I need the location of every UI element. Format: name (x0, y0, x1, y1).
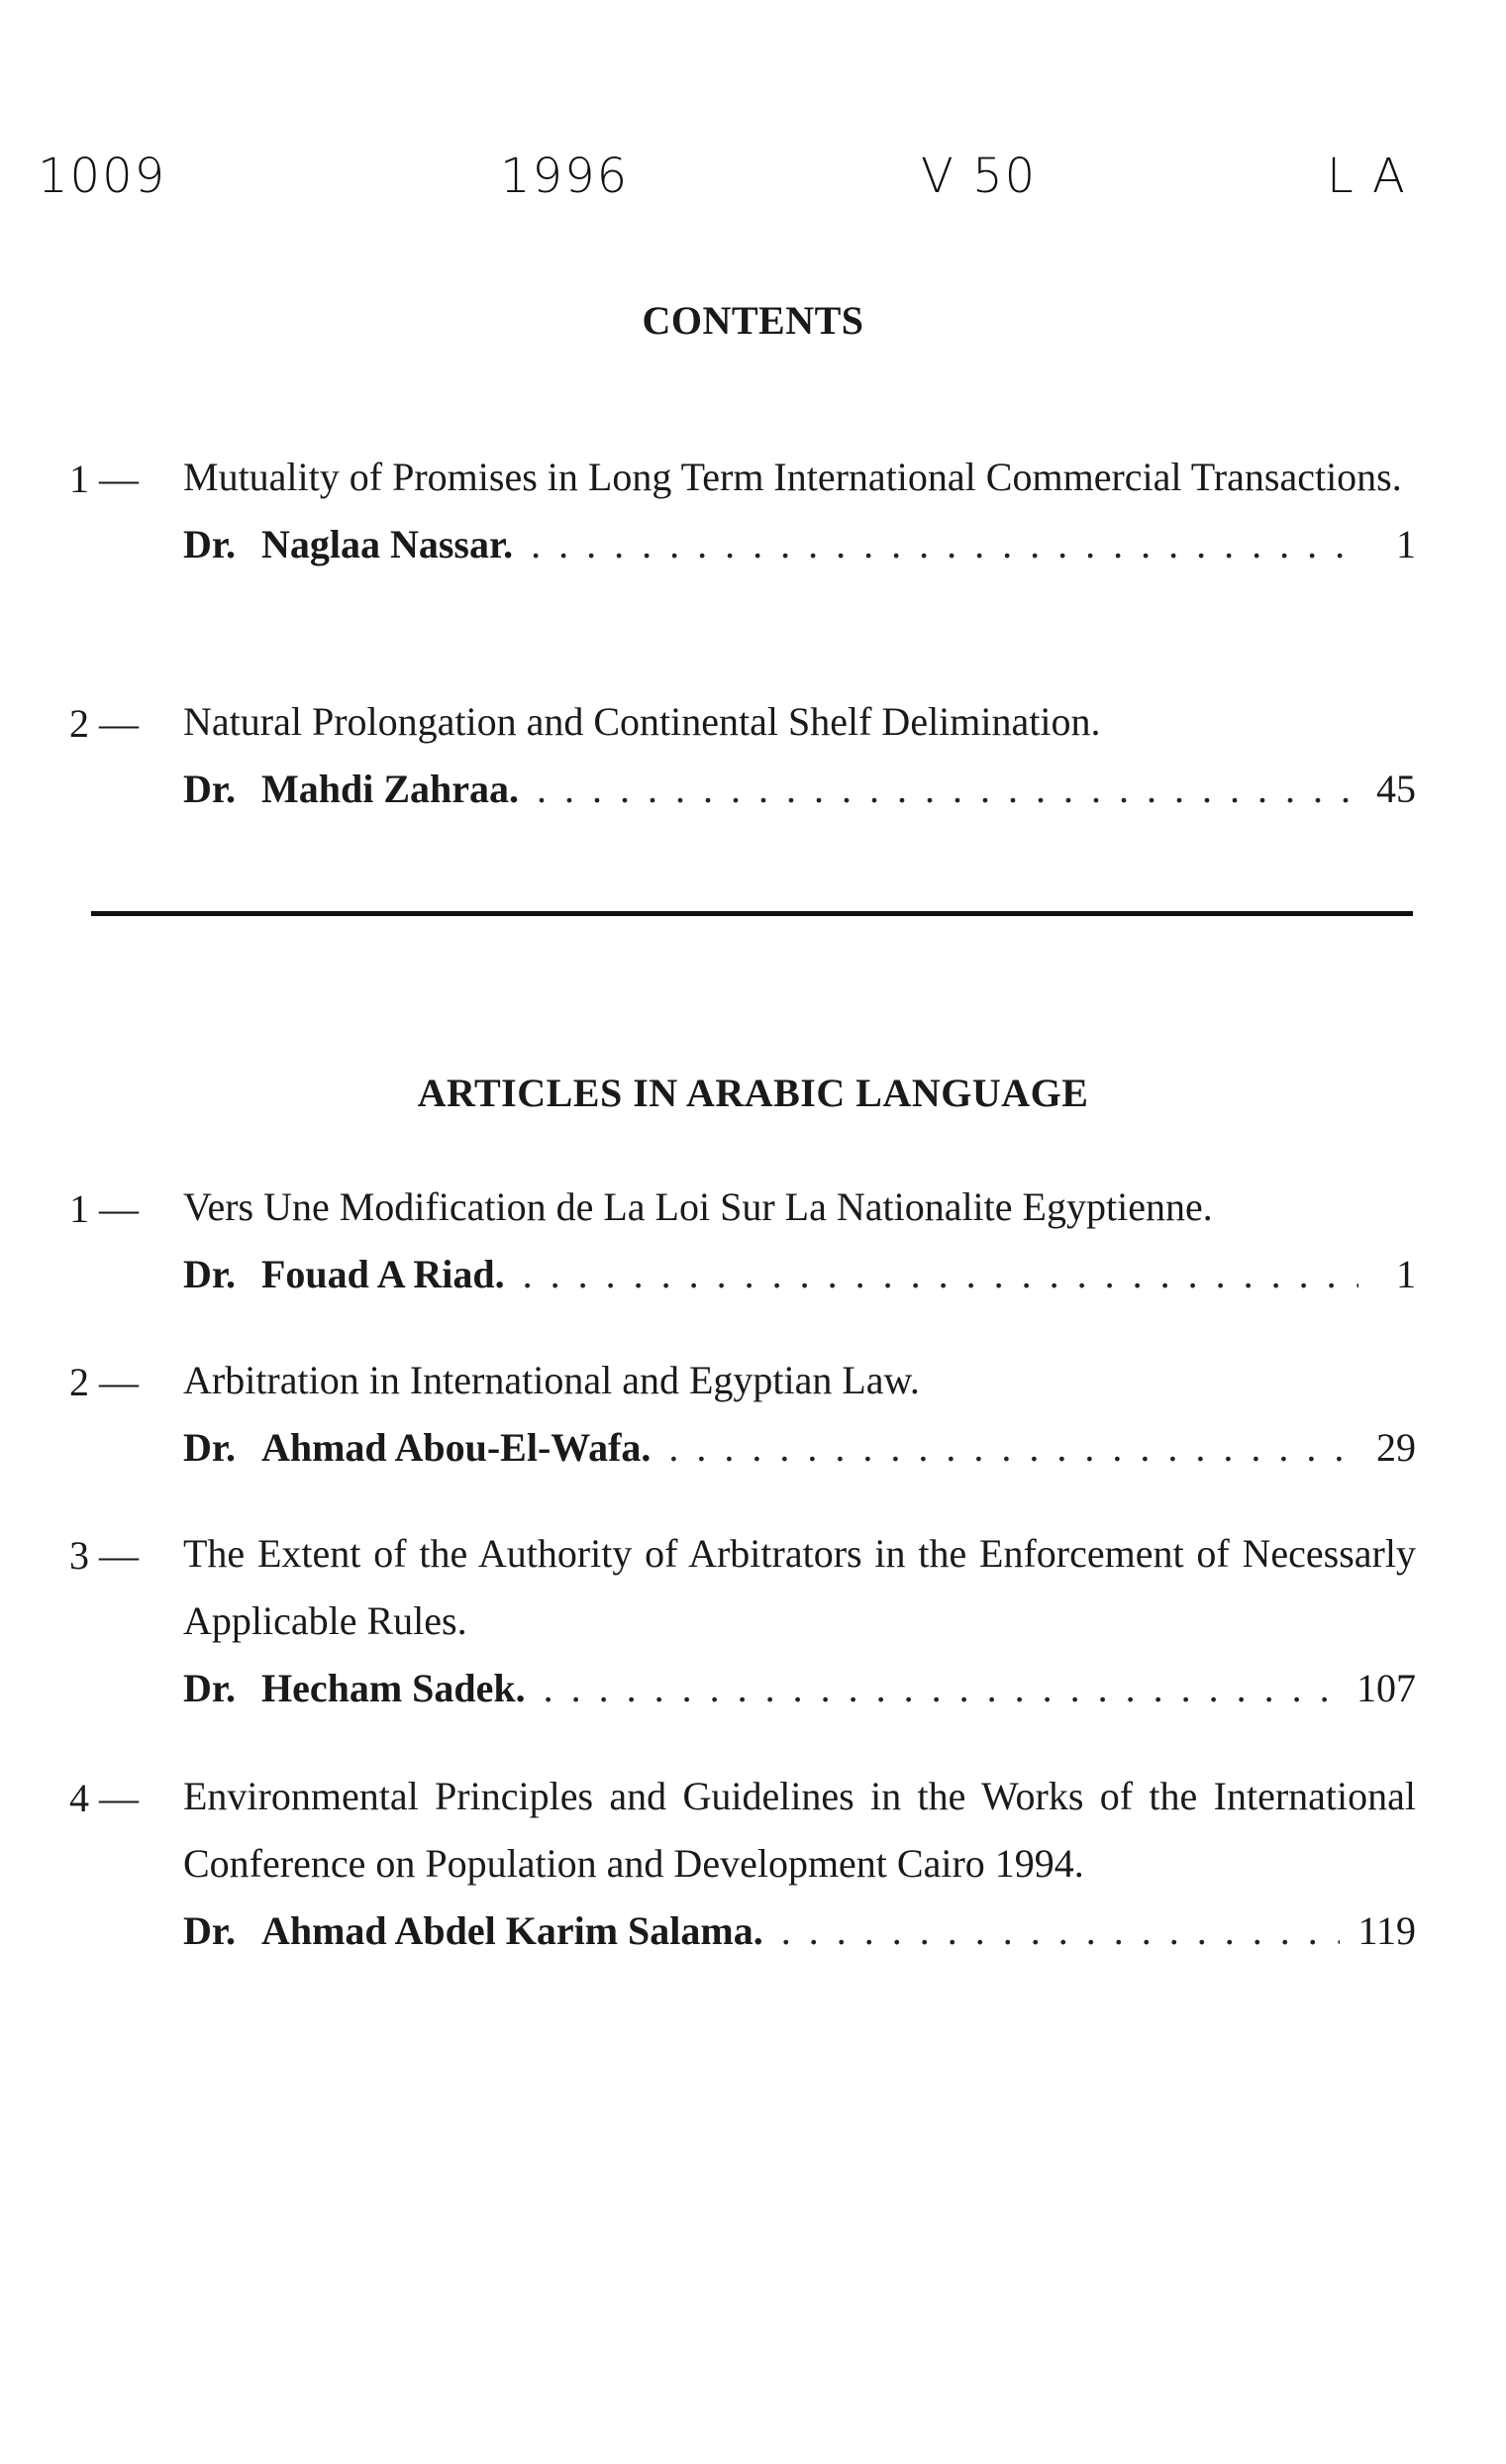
entry-title: Natural Prolongation and Continental Shelf Delimination. (183, 699, 1101, 744)
author (183, 1414, 651, 1482)
author (183, 1655, 526, 1722)
handwritten-note-4: L A (1327, 149, 1407, 204)
author-title: Dr. (183, 522, 236, 566)
arabic-section-heading: ARTICLES IN ARABIC LANGUAGE (417, 1071, 1089, 1115)
dot-leader (544, 1655, 1339, 1722)
author (183, 511, 513, 578)
page-number: 119 (1357, 1908, 1416, 1953)
page-number: 1 (1396, 522, 1416, 566)
author-line (183, 511, 1416, 578)
author-line (183, 1898, 1416, 1965)
entry-number: 1 — (69, 457, 139, 501)
entry-number: 1 — (69, 1186, 139, 1231)
arabic-entry-4 (69, 1763, 1416, 1965)
arabic-entry-3 (69, 1520, 1416, 1722)
author-title: Dr. (183, 1252, 236, 1296)
author-line (183, 756, 1416, 823)
author-name: Hecham Sadek. (260, 1666, 526, 1710)
dot-leader (531, 511, 1358, 578)
dot-leader (537, 756, 1358, 823)
arabic-entry-2 (69, 1347, 1416, 1482)
entry-title: Mutuality of Promises in Long Term International Commercial Transactions. (183, 455, 1402, 499)
section-divider (91, 911, 1413, 916)
contents-entry-1 (69, 444, 1416, 578)
author (183, 1241, 505, 1308)
handwritten-note-2: 1996 (500, 149, 630, 204)
entry-number: 4 — (69, 1776, 139, 1820)
author-title: Dr. (183, 1908, 236, 1953)
entry-title: The Extent of the Authority of Arbitrators in the Enforcement of Necessarly Applicable Rules. (183, 1531, 1416, 1643)
contents-entry-2 (69, 688, 1416, 823)
page-number: 107 (1356, 1666, 1416, 1710)
author-line (183, 1241, 1416, 1308)
author (183, 1898, 763, 1965)
arabic-entry-1 (69, 1174, 1416, 1308)
entry-title: Arbitration in International and Egyptian Law. (183, 1358, 920, 1402)
handwritten-note-3: V 50 (921, 149, 1038, 204)
entry-title: Vers Une Modification de La Loi Sur La Nationalite Egyptienne. (183, 1184, 1213, 1229)
contents-heading: CONTENTS (642, 298, 864, 343)
dot-leader (668, 1414, 1358, 1482)
page-number: 45 (1376, 767, 1416, 811)
author-name: Mahdi Zahraa. (260, 767, 520, 811)
author-title: Dr. (183, 767, 236, 811)
page-number: 29 (1376, 1425, 1416, 1470)
author-title: Dr. (183, 1425, 236, 1470)
entry-number: 3 — (69, 1533, 139, 1578)
entry-number: 2 — (69, 701, 139, 746)
handwritten-note-1: 1009 (38, 149, 167, 204)
dot-leader (523, 1241, 1358, 1308)
author-name: Ahmad Abdel Karim Salama. (260, 1908, 763, 1953)
author-line (183, 1414, 1416, 1482)
author (183, 756, 519, 823)
author-name: Ahmad Abou-El-Wafa. (260, 1425, 652, 1470)
author-line (183, 1655, 1416, 1722)
entry-title: Environmental Principles and Guidelines in the Works of the International Conference on Population and Development Cairo 1994. (183, 1774, 1416, 1886)
entry-number: 2 — (69, 1360, 139, 1404)
author-name: Naglaa Nassar. (260, 522, 514, 566)
author-title: Dr. (183, 1666, 236, 1710)
page-number: 1 (1396, 1252, 1416, 1296)
dot-leader (781, 1898, 1341, 1965)
author-name: Fouad A Riad. (260, 1252, 505, 1296)
